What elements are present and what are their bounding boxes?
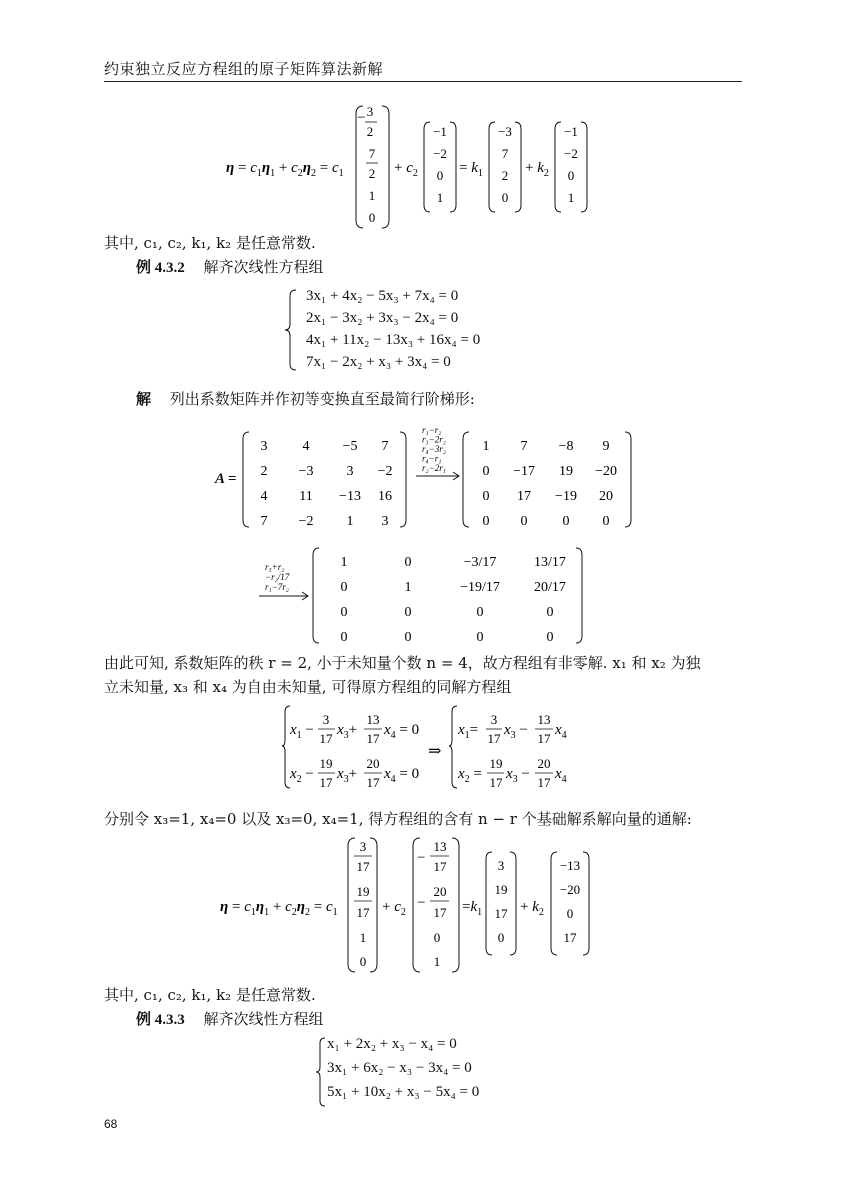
matrix-a-cell: −5	[342, 439, 358, 454]
svg-text:x1 −: $x_1$ −	[290, 722, 314, 741]
svg-text:+ c2: + $c_2$	[382, 899, 406, 918]
svg-text:−13: −13	[559, 858, 581, 873]
svg-text:1: 1	[368, 188, 376, 203]
svg-text:20: 20	[366, 756, 380, 771]
svg-text:19: 19	[494, 882, 508, 897]
example-heading-1	[136, 256, 324, 279]
svg-text:0: 0	[368, 210, 376, 225]
svg-text:x3+: $x_3+$	[337, 766, 358, 785]
matrix-c-cell: 13/17	[534, 555, 566, 570]
svg-text:−: −	[417, 895, 426, 911]
svg-text:20: 20	[433, 884, 447, 899]
matrix-a-cell: 1	[346, 514, 354, 529]
svg-text:17: 17	[356, 905, 370, 920]
matrix-a-cell: 4	[302, 439, 310, 454]
svg-text:2: 2	[366, 124, 374, 139]
svg-text:17: 17	[494, 906, 508, 921]
svg-text:x2 −: $x_2$ −	[290, 766, 314, 785]
matrix-a-label: A =	[215, 471, 237, 487]
svg-text:−20: −20	[559, 882, 581, 897]
svg-text:η = c1η1 + c2η2 = c1: $\eta = c_1\eta_1 + c_2\eta_2 = c_1$	[226, 160, 344, 179]
svg-text:x4 = 0: $x_4 = 0$	[384, 722, 420, 741]
example-label: 例 4.3.2	[136, 260, 185, 276]
svg-text:0: 0	[497, 930, 505, 945]
svg-text:1: 1	[359, 930, 367, 945]
matrix-a-cell: 2	[260, 464, 268, 479]
row-operation-label: r₁−r₂	[422, 425, 442, 435]
svg-text:3: 3	[497, 858, 505, 873]
matrix-a-cell: 3	[260, 439, 268, 454]
svg-text:−: −	[417, 850, 426, 866]
svg-text:= k1: = $k_1$	[459, 160, 483, 179]
system1-line-1: 3x₁ + 4x₂ − 5x₃ + 7x₄ = 0	[306, 288, 459, 304]
matrix-c-cell: 1	[340, 555, 348, 570]
system2-line-3: 5x₁ + 10x₂ + x₃ − 5x₄ = 0	[327, 1084, 480, 1100]
matrix-a-cell: 7	[381, 439, 389, 454]
matrix-a-cell: 4	[260, 489, 268, 504]
general-solution-eq2	[220, 834, 600, 976]
svg-text:17: 17	[537, 731, 551, 746]
row-operation-label: r₃+r₂	[265, 562, 285, 572]
svg-text:0: 0	[501, 190, 509, 205]
system-brace-2	[315, 1036, 327, 1108]
matrix-c-cell: 0	[340, 605, 348, 620]
matrix-b-cell: 0	[482, 514, 490, 529]
row-operation-label: r₃−2r₂	[422, 434, 446, 445]
svg-text:−1: −1	[564, 124, 578, 139]
svg-text:19: 19	[489, 756, 503, 771]
example-label: 例 4.3.3	[136, 1012, 185, 1028]
row-operation-label: −r₂/17	[265, 572, 290, 582]
matrix-b-cell: 0	[520, 514, 528, 529]
system1-line-2: 2x₁ − 3x₂ + 3x₃ − 2x₄ = 0	[306, 310, 459, 326]
page-header: 约束独立反应方程组的原子矩阵算法新解	[104, 60, 384, 78]
svg-text:0: 0	[433, 930, 441, 945]
svg-text:3: 3	[322, 712, 330, 727]
matrix-b-cell: −20	[595, 464, 617, 479]
svg-text:1: 1	[567, 190, 575, 205]
svg-text:19: 19	[319, 756, 333, 771]
matrix-b-cell: −8	[558, 439, 574, 454]
svg-text:0: 0	[436, 168, 444, 183]
svg-text:7: 7	[501, 146, 509, 161]
svg-text:=k1: $=k_1$	[462, 899, 483, 918]
matrix-b-cell: 17	[517, 489, 531, 504]
svg-text:17: 17	[319, 731, 333, 746]
svg-text:+ k2: + $k_2$	[520, 899, 544, 918]
svg-text:13: 13	[433, 839, 447, 854]
system1-line-3: 4x₁ + 11x₂ − 13x₃ + 16x₄ = 0	[306, 332, 481, 348]
solution-heading	[136, 388, 475, 410]
matrix-c-cell: −3/17	[463, 555, 497, 570]
matrix-b-cell: −17	[513, 464, 535, 479]
example-text: 解齐次线性方程组	[203, 1010, 324, 1028]
matrix-b-cell: 19	[559, 464, 573, 479]
svg-text:+ c2: + $c_2$	[394, 160, 418, 179]
svg-text:13: 13	[366, 712, 380, 727]
matrix-c-cell: 0	[340, 580, 348, 595]
svg-text:3: 3	[366, 104, 374, 119]
header-rule	[104, 81, 742, 82]
svg-text:−2: −2	[564, 146, 578, 161]
matrix-c	[310, 546, 586, 646]
page-number: 68	[104, 1117, 118, 1131]
svg-text:0: 0	[359, 954, 367, 969]
svg-text:+ k2: + $k_2$	[525, 160, 549, 179]
equivalent-system	[282, 704, 582, 790]
svg-text:−1: −1	[433, 124, 447, 139]
row-operation-label: r₁−7r₂	[265, 582, 289, 592]
svg-text:17: 17	[433, 905, 447, 920]
matrix-a	[240, 430, 410, 530]
svg-text:−: −	[357, 110, 366, 126]
svg-text:3: 3	[490, 712, 498, 727]
svg-text:17: 17	[366, 775, 380, 790]
svg-text:2: 2	[368, 166, 376, 181]
svg-text:17: 17	[489, 775, 503, 790]
svg-text:x4 = 0: $x_4 = 0$	[384, 766, 420, 785]
svg-text:⇒: ⇒	[428, 743, 442, 760]
svg-text:17: 17	[366, 731, 380, 746]
svg-text:17: 17	[433, 859, 447, 874]
svg-text:η = c1η1 + c2η2 = c1: $\eta = c_1\eta_1 + c_2\eta_2 = c_1$	[220, 899, 338, 918]
row-operation-label: r₄−r₁	[422, 453, 442, 464]
svg-text:1: 1	[436, 190, 444, 205]
row-operation-label: r₂−2r₁	[422, 463, 446, 473]
svg-text:x4: $x_4$	[555, 722, 567, 741]
example-text: 解齐次线性方程组	[203, 258, 324, 276]
svg-text:x3 −: $x_3$ −	[504, 722, 528, 741]
system2-line-1: x₁ + 2x₂ + x₃ − x₄ = 0	[327, 1036, 457, 1052]
matrix-a-cell: −13	[339, 489, 361, 504]
matrix-c-cell: 0	[546, 630, 554, 645]
matrix-c-cell: 0	[404, 630, 412, 645]
svg-text:1: 1	[433, 954, 441, 969]
svg-text:0: 0	[567, 168, 575, 183]
matrix-b-cell: 0	[482, 464, 490, 479]
matrix-c-cell: 0	[340, 630, 348, 645]
let-text: 分别令 x₃=1, x₄=0 以及 x₃=0, x₄=1, 得方程组的含有 n − r 个基础解系解向量的通解:	[104, 810, 692, 828]
matrix-b-cell: 0	[602, 514, 610, 529]
matrix-a-cell: −2	[377, 464, 393, 479]
constants-note-2: 其中, c₁, c₂, k₁, k₂ 是任意常数.	[104, 986, 316, 1004]
svg-text:17: 17	[319, 775, 333, 790]
matrix-c-cell: 0	[476, 605, 484, 620]
svg-text:19: 19	[356, 884, 370, 899]
svg-text:x2 =: $x_2$ =	[458, 766, 482, 785]
svg-text:17: 17	[537, 775, 551, 790]
svg-text:17: 17	[563, 930, 577, 945]
matrix-a-cell: 3	[346, 464, 354, 479]
matrix-a-cell: −3	[298, 464, 314, 479]
matrix-c-cell: 0	[546, 605, 554, 620]
system-brace-1	[284, 288, 298, 372]
matrix-b-cell: 0	[482, 489, 490, 504]
svg-text:−3: −3	[498, 124, 512, 139]
matrix-b	[460, 430, 635, 530]
svg-text:−2: −2	[433, 146, 447, 161]
general-solution-eq1	[220, 100, 600, 235]
svg-text:17: 17	[487, 731, 501, 746]
constants-note-1: 其中, c₁, c₂, k₁, k₂ 是任意常数.	[104, 234, 316, 252]
rank-text-line-2: 立未知量, x₃ 和 x₄ 为自由未知量, 可得原方程组的同解方程组	[104, 678, 512, 696]
matrix-b-cell: 1	[482, 439, 490, 454]
matrix-c-cell: 0	[404, 555, 412, 570]
row-operation-label: r₄−3r₂	[422, 444, 446, 454]
matrix-c-cell: 1	[404, 580, 412, 595]
solution-label: 解	[136, 390, 152, 408]
row-operations-arrow-1	[414, 424, 462, 484]
svg-text:13: 13	[537, 712, 551, 727]
matrix-a-cell: 11	[299, 489, 313, 504]
matrix-b-cell: −19	[555, 489, 577, 504]
svg-text:0: 0	[566, 906, 574, 921]
matrix-c-cell: 20/17	[534, 580, 566, 595]
matrix-b-cell: 0	[562, 514, 570, 529]
matrix-b-cell: 20	[599, 489, 613, 504]
svg-text:x1=: $x_1=$	[458, 722, 479, 741]
solution-text: 列出系数矩阵并作初等变换直至最简行阶梯形:	[169, 390, 475, 408]
row-operations-arrow-2	[257, 560, 313, 602]
svg-text:2: 2	[501, 168, 509, 183]
matrix-b-cell: 9	[602, 439, 610, 454]
matrix-a-cell: −2	[298, 514, 314, 529]
svg-text:3: 3	[359, 839, 367, 854]
example-heading-2	[136, 1008, 324, 1031]
matrix-a-cell: 16	[378, 489, 392, 504]
svg-text:x3+: $x_3+$	[337, 722, 358, 741]
matrix-c-cell: 0	[404, 605, 412, 620]
matrix-c-cell: −19/17	[460, 580, 500, 595]
svg-text:x4: $x_4$	[555, 766, 567, 785]
rank-text-line-1: 由此可知, 系数矩阵的秩 r = 2, 小于未知量个数 n = 4，故方程组有非零解. x₁ 和 x₂ 为独	[104, 654, 701, 672]
svg-text:x3 −: $x_3$ −	[506, 766, 530, 785]
svg-text:7: 7	[368, 146, 376, 161]
matrix-a-cell: 7	[260, 514, 268, 529]
matrix-a-cell: 3	[381, 514, 389, 529]
svg-text:20: 20	[537, 756, 551, 771]
svg-text:17: 17	[356, 859, 370, 874]
matrix-b-cell: 7	[520, 439, 528, 454]
matrix-c-cell: 0	[476, 630, 484, 645]
system2-line-2: 3x₁ + 6x₂ − x₃ − 3x₄ = 0	[327, 1060, 472, 1076]
system1-line-4: 7x₁ − 2x₂ + x₃ + 3x₄ = 0	[306, 354, 451, 370]
